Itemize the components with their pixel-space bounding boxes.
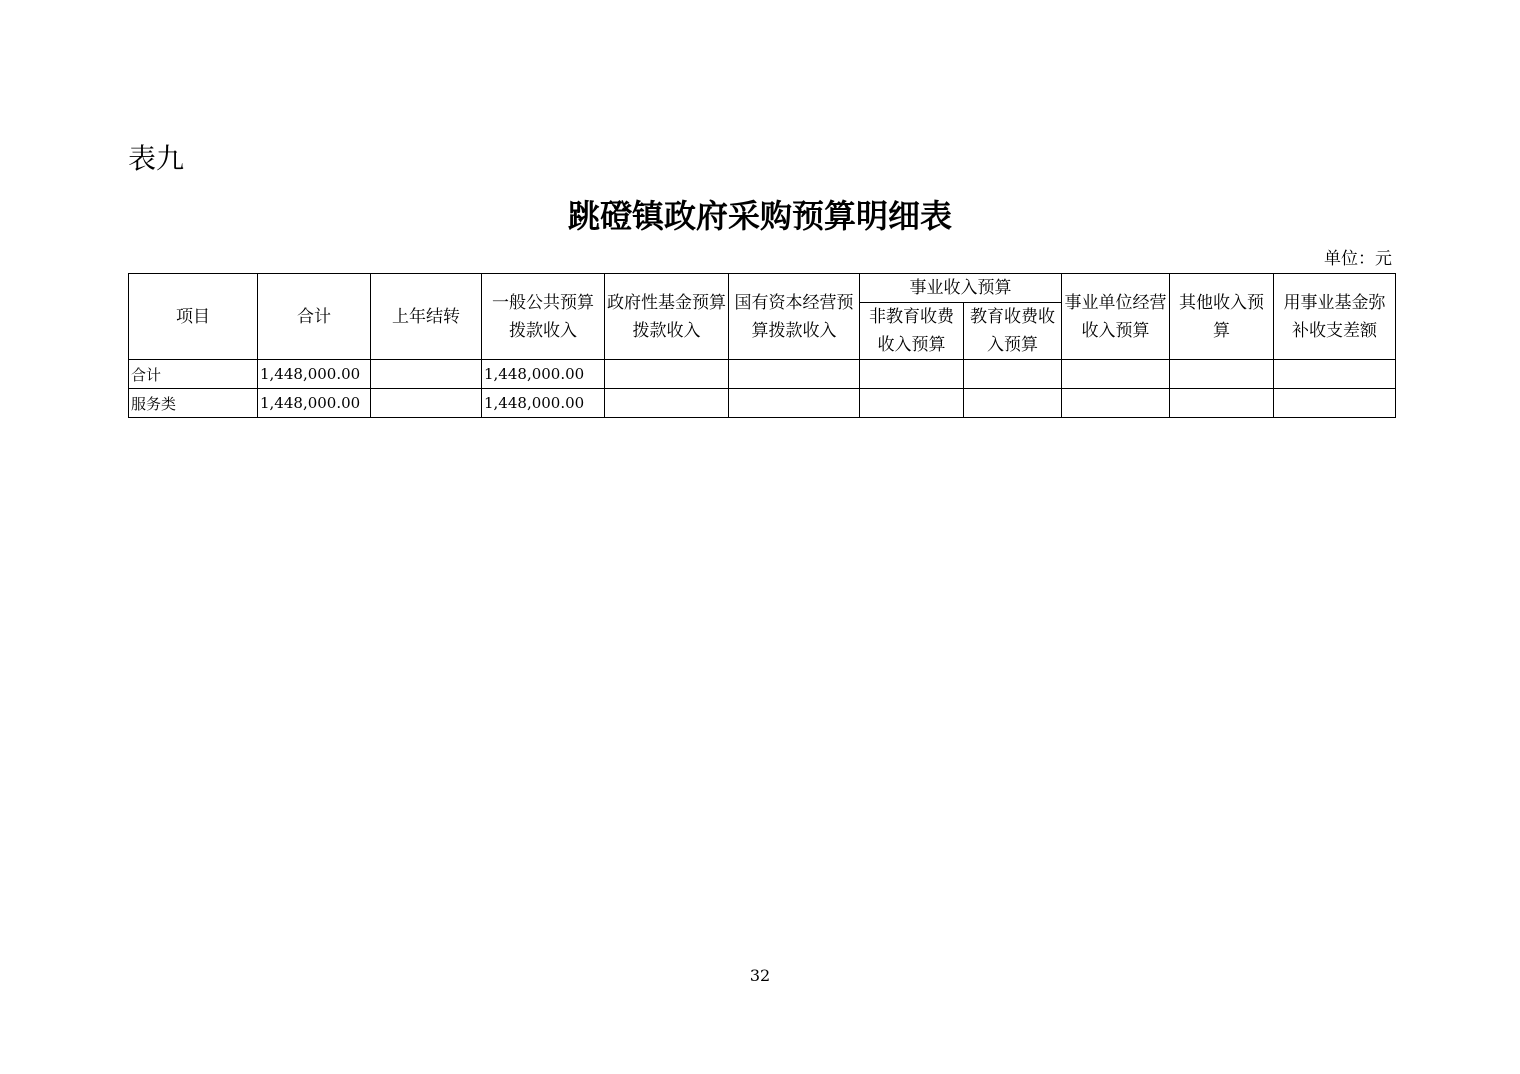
cell-edu-fee: [964, 360, 1062, 389]
header-total: 合计: [258, 274, 371, 360]
cell-total: 1,448,000.00: [258, 360, 371, 389]
cell-gov-fund: [605, 389, 729, 418]
cell-total: 1,448,000.00: [258, 389, 371, 418]
cell-fund-makeup: [1274, 389, 1396, 418]
cell-non-edu-fee: [860, 360, 964, 389]
header-state-capital: 国有资本经营预算拨款收入: [729, 274, 860, 360]
cell-item: 服务类: [129, 389, 258, 418]
header-general-budget: 一般公共预算拨款收入: [482, 274, 605, 360]
cell-state-capital: [729, 389, 860, 418]
budget-table: [128, 273, 1396, 418]
cell-unit-operation: [1062, 389, 1170, 418]
page-title: 跳磴镇政府采购预算明细表: [567, 197, 952, 235]
page-number: 32: [749, 966, 771, 985]
cell-unit-operation: [1062, 360, 1170, 389]
header-gov-fund: 政府性基金预算拨款收入: [605, 274, 729, 360]
cell-state-capital: [729, 360, 860, 389]
cell-edu-fee: [964, 389, 1062, 418]
cell-other-income: [1170, 360, 1274, 389]
header-business-income: 事业收入预算: [860, 274, 1062, 303]
cell-fund-makeup: [1274, 360, 1396, 389]
cell-general-budget: 1,448,000.00: [482, 389, 605, 418]
header-unit-operation: 事业单位经营收入预算: [1062, 274, 1170, 360]
table-number: 表九: [128, 142, 185, 175]
cell-gov-fund: [605, 360, 729, 389]
table-header-row: [129, 274, 1396, 303]
header-item: 项目: [129, 274, 258, 360]
header-other-income: 其他收入预算: [1170, 274, 1274, 360]
cell-item: 合计: [129, 360, 258, 389]
cell-carryover: [371, 360, 482, 389]
header-edu-fee: 教育收费收入预算: [964, 303, 1062, 360]
header-carryover: 上年结转: [371, 274, 482, 360]
header-non-edu-fee: 非教育收费收入预算: [860, 303, 964, 360]
table-row: [129, 389, 1396, 418]
cell-other-income: [1170, 389, 1274, 418]
cell-non-edu-fee: [860, 389, 964, 418]
unit-label: 单位：元: [1324, 249, 1392, 269]
header-fund-makeup: 用事业基金弥补收支差额: [1274, 274, 1396, 360]
cell-carryover: [371, 389, 482, 418]
table-row: [129, 360, 1396, 389]
cell-general-budget: 1,448,000.00: [482, 360, 605, 389]
